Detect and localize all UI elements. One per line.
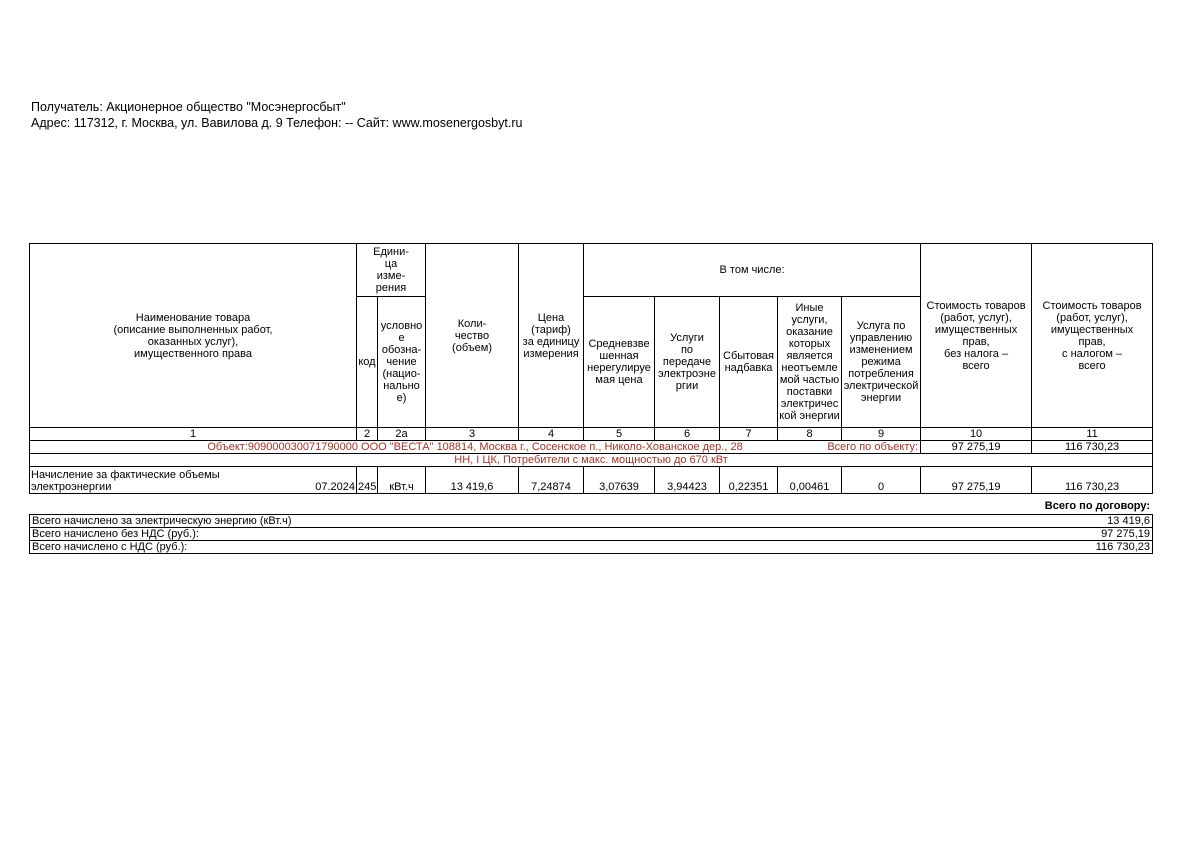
col-number: 3: [426, 428, 519, 441]
object-total-no-tax: 97 275,19: [921, 441, 1032, 454]
total-with-vat-value: 116 730,23: [930, 541, 1153, 554]
object-total-label: Всего по объекту:: [827, 441, 919, 453]
col-number: 6: [655, 428, 720, 441]
total-energy-label: Всего начислено за электрическую энергию (кВт.ч): [30, 515, 930, 528]
item-price: 7,24874: [519, 467, 584, 494]
col-number: 2а: [378, 428, 426, 441]
item-quantity: 13 419,6: [426, 467, 519, 494]
totals-row: [30, 515, 1153, 528]
total-with-vat-label: Всего начислено с НДС (руб.):: [30, 541, 930, 554]
header-other: Иные услуги, оказание которых является неотъемле мой частью поставки электричес кой энергии: [778, 297, 842, 428]
col-number: 2: [357, 428, 378, 441]
col-number: 8: [778, 428, 842, 441]
item-code: 245: [357, 467, 378, 494]
col-number: 11: [1032, 428, 1153, 441]
item-name-line2: электроэнергии: [31, 481, 112, 493]
header-avg-price: Средневзве шенная нерегулируе мая цена: [584, 297, 655, 428]
recipient-line: Получатель: Акционерное общество "Мосэнергосбыт": [31, 100, 346, 114]
header-unit: Едини- ца изме- рения: [357, 244, 426, 297]
item-period: 07.2024: [315, 481, 355, 493]
address-line: Адрес: 117312, г. Москва, ул. Вавилова д. 9 Телефон: -- Сайт: www.mosenergosbyt.ru: [31, 116, 523, 130]
header-cost-with-tax: Стоимость товаров (работ, услуг), имущественных прав, с налогом – всего: [1032, 244, 1153, 428]
header-transfer: Услуги по передаче электроэне ргии: [655, 297, 720, 428]
contract-total-caption: Всего по договору:: [1044, 500, 1150, 512]
item-cost-no-tax: 97 275,19: [921, 467, 1032, 494]
item-transfer: 3,94423: [655, 467, 720, 494]
totals-row: [30, 541, 1153, 554]
col-number: 7: [720, 428, 778, 441]
header-cost-no-tax: Стоимость товаров (работ, услуг), имущественных прав, без налога – всего: [921, 244, 1032, 428]
header-code: код: [357, 297, 378, 428]
object-description: Объект:909000030071790000 ООО "ВЕСТА" 108814, Москва г., Сосенское п., Николо-Хованское дер., 28: [207, 441, 743, 453]
object-row: [30, 441, 1153, 454]
item-other: 0,00461: [778, 467, 842, 494]
col-number: 10: [921, 428, 1032, 441]
item-name-cell: [30, 467, 357, 494]
table-row: [30, 467, 1153, 494]
column-numbers-row: [30, 428, 1153, 441]
item-markup: 0,22351: [720, 467, 778, 494]
item-cost-with-tax: 116 730,23: [1032, 467, 1153, 494]
header-name: Наименование товара (описание выполненных работ, оказанных услуг), имущественного права: [30, 244, 357, 428]
item-unit: кВт.ч: [378, 467, 426, 494]
header-quantity: Коли- чество (объем): [426, 244, 519, 428]
item-avg-price: 3,07639: [584, 467, 655, 494]
total-energy-value: 13 419,6: [930, 515, 1153, 528]
header-markup: Сбытовая надбавка: [720, 297, 778, 428]
total-no-vat-label: Всего начислено без НДС (руб.):: [30, 528, 930, 541]
group-label: НН, I ЦК, Потребители с макс. мощностью до 670 кВт: [30, 454, 1153, 467]
col-number: 5: [584, 428, 655, 441]
header-including: В том числе:: [584, 244, 921, 297]
item-regime: 0: [842, 467, 921, 494]
totals-table: [29, 514, 1153, 554]
total-no-vat-value: 97 275,19: [930, 528, 1153, 541]
col-number: 1: [30, 428, 357, 441]
item-name-line1: Начисление за фактические объемы: [31, 469, 220, 481]
header-unit-symbol: условно е обозна- чение (нацио- нально е): [378, 297, 426, 428]
header-price: Цена (тариф) за единицу измерения: [519, 244, 584, 428]
group-row: [30, 454, 1153, 467]
invoice-table: [29, 243, 1153, 494]
header-regime: Услуга по управлению изменением режима потребления электрической энергии: [842, 297, 921, 428]
totals-row: [30, 528, 1153, 541]
recipient-header: [31, 99, 522, 131]
col-number: 4: [519, 428, 584, 441]
object-total-with-tax: 116 730,23: [1032, 441, 1153, 454]
col-number: 9: [842, 428, 921, 441]
